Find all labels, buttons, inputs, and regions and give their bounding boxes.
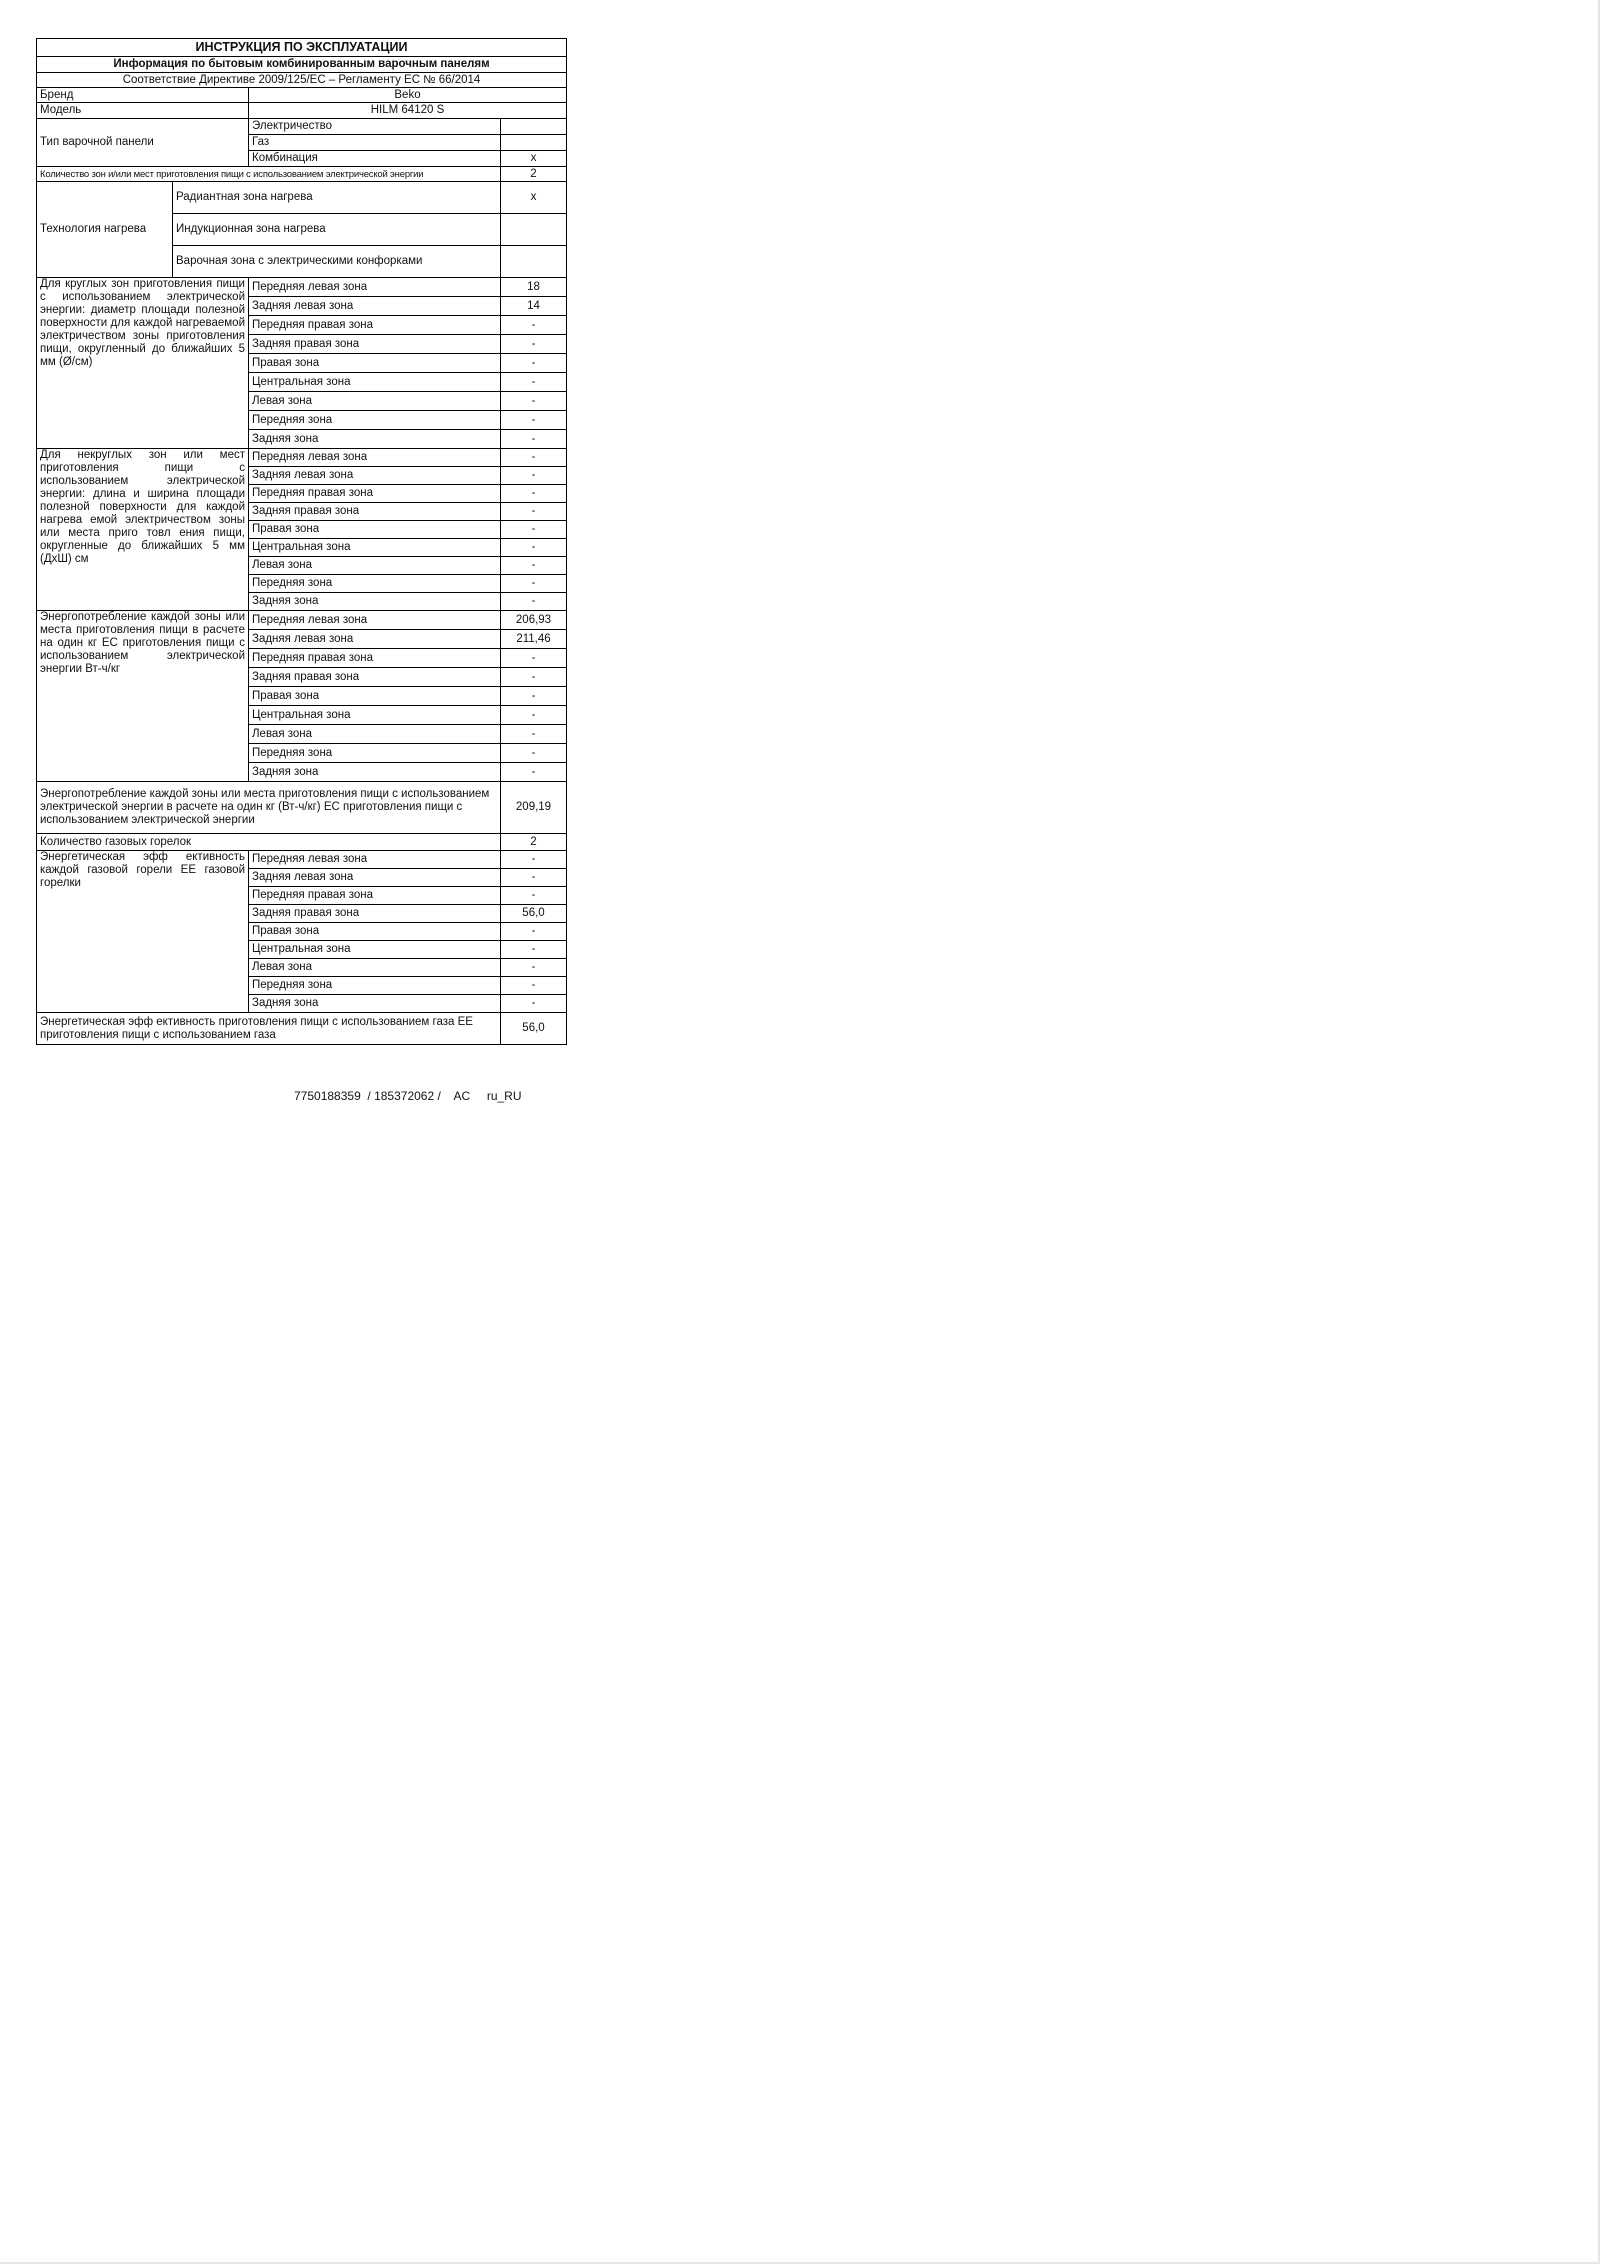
zone-value: - bbox=[501, 503, 567, 521]
zone-name: Задняя зона bbox=[249, 430, 501, 449]
directive-line: Соответствие Директиве 2009/125/EC – Регламенту ЕС № 66/2014 bbox=[37, 73, 567, 88]
zone-name: Передняя правая зона bbox=[249, 316, 501, 335]
zone-name: Передняя правая зона bbox=[249, 649, 501, 668]
zone-name: Задняя правая зона bbox=[249, 335, 501, 354]
document-subtitle: Информация по бытовым комбинированным варочным панелям bbox=[37, 57, 567, 73]
energy-zones-section bbox=[37, 611, 567, 782]
zone-name: Задняя левая зона bbox=[249, 869, 501, 887]
zone-value: - bbox=[501, 744, 567, 763]
zone-name: Центральная зона bbox=[249, 373, 501, 392]
zone-name: Передняя левая зона bbox=[249, 449, 501, 467]
zone-value: - bbox=[501, 593, 567, 611]
zone-name: Задняя левая зона bbox=[249, 297, 501, 316]
zone-value: - bbox=[501, 354, 567, 373]
zone-value: - bbox=[501, 851, 567, 869]
zone-name: Центральная зона bbox=[249, 539, 501, 557]
heating-tech-option: Варочная зона с электрическими конфорками bbox=[173, 246, 501, 278]
hob-type-option: Комбинация bbox=[249, 151, 501, 167]
zone-name: Задняя правая зона bbox=[249, 905, 501, 923]
heating-tech-option: Индукционная зона нагрева bbox=[173, 214, 501, 246]
model-value: HILM 64120 S bbox=[249, 103, 567, 119]
hob-type-mark: x bbox=[501, 151, 567, 167]
heating-tech-option: Радиантная зона нагрева bbox=[173, 182, 501, 214]
zone-name: Задняя левая зона bbox=[249, 467, 501, 485]
zone-value: - bbox=[501, 706, 567, 725]
zone-value: - bbox=[501, 521, 567, 539]
heating-tech-mark bbox=[501, 214, 567, 246]
energy-total-value: 209,19 bbox=[501, 782, 567, 834]
zone-value: - bbox=[501, 539, 567, 557]
zones-count-value: 2 bbox=[501, 167, 567, 182]
document-title: ИНСТРУКЦИЯ ПО ЭКСПЛУАТАЦИИ bbox=[37, 39, 567, 57]
gas-count-label: Количество газовых горелок bbox=[37, 834, 501, 851]
zone-name: Передняя левая зона bbox=[249, 278, 501, 297]
zone-value: - bbox=[501, 467, 567, 485]
hob-type-mark bbox=[501, 119, 567, 135]
zone-value: - bbox=[501, 687, 567, 706]
zone-name: Левая зона bbox=[249, 557, 501, 575]
heating-tech-mark bbox=[501, 246, 567, 278]
gas-count-value: 2 bbox=[501, 834, 567, 851]
zone-name: Правая зона bbox=[249, 354, 501, 373]
zone-value: - bbox=[501, 959, 567, 977]
zone-name: Передняя правая зона bbox=[249, 887, 501, 905]
energy-zones-label: Энергопотребление каждой зоны или места приготовления пищи в расчете на один кг EC приготовления пищи с использованием электрической энергии Вт-ч/кг bbox=[37, 611, 249, 782]
document-footer-code: 7750188359 / 185372062 / AC ru_RU bbox=[294, 1089, 522, 1103]
gas-efficiency-label: Энергетическая эфф ективность каждой газовой горели EE газовой горелки bbox=[37, 851, 249, 1013]
zone-name: Правая зона bbox=[249, 923, 501, 941]
zone-name: Левая зона bbox=[249, 392, 501, 411]
zone-name: Левая зона bbox=[249, 725, 501, 744]
zone-value: - bbox=[501, 887, 567, 905]
heating-tech-mark: x bbox=[501, 182, 567, 214]
zone-value: - bbox=[501, 430, 567, 449]
zone-value: - bbox=[501, 668, 567, 687]
zone-value: - bbox=[501, 725, 567, 744]
zone-value: - bbox=[501, 449, 567, 467]
zone-value: 211,46 bbox=[501, 630, 567, 649]
zone-name: Передняя правая зона bbox=[249, 485, 501, 503]
zone-value: - bbox=[501, 373, 567, 392]
zone-value: 206,93 bbox=[501, 611, 567, 630]
round-zones-section bbox=[37, 278, 567, 449]
zone-name: Передняя зона bbox=[249, 744, 501, 763]
zone-value: - bbox=[501, 763, 567, 782]
zone-name: Передняя левая зона bbox=[249, 611, 501, 630]
zone-value: - bbox=[501, 316, 567, 335]
zone-value: - bbox=[501, 995, 567, 1013]
model-label: Модель bbox=[37, 103, 249, 119]
zone-value: - bbox=[501, 411, 567, 430]
zone-name: Задняя правая зона bbox=[249, 668, 501, 687]
zones-count-label: Количество зон и/или мест приготовления пищи с использованием электрической энергии bbox=[37, 167, 501, 182]
zone-value: - bbox=[501, 392, 567, 411]
zone-value: - bbox=[501, 649, 567, 668]
zone-name: Правая зона bbox=[249, 521, 501, 539]
gas-total-label: Энергетическая эфф ективность приготовления пищи с использованием газа EE приготовления пищи с использованием газа bbox=[37, 1013, 501, 1045]
zone-name: Задняя зона bbox=[249, 995, 501, 1013]
hob-type-label: Тип варочной панели bbox=[37, 119, 249, 167]
zone-value: - bbox=[501, 869, 567, 887]
zone-value: - bbox=[501, 923, 567, 941]
brand-value: Beko bbox=[249, 88, 567, 103]
gas-total-value: 56,0 bbox=[501, 1013, 567, 1045]
zone-name: Передняя зона bbox=[249, 575, 501, 593]
zone-name: Левая зона bbox=[249, 959, 501, 977]
zone-value: - bbox=[501, 485, 567, 503]
zone-name: Центральная зона bbox=[249, 941, 501, 959]
zone-name: Задняя зона bbox=[249, 763, 501, 782]
nonround-zones-section bbox=[37, 449, 567, 611]
round-zones-label: Для круглых зон приготовления пищи с использованием электрической энергии: диаметр площади полезной поверхности для каждой нагреваемой электричеством зоны приготовления пищи, округленный до ближайших 5 мм (Ø/см) bbox=[37, 278, 249, 449]
zone-value: 18 bbox=[501, 278, 567, 297]
zone-name: Задняя правая зона bbox=[249, 503, 501, 521]
hob-type-mark bbox=[501, 135, 567, 151]
brand-label: Бренд bbox=[37, 88, 249, 103]
zone-value: - bbox=[501, 977, 567, 995]
gas-efficiency-section bbox=[37, 851, 567, 1013]
energy-total-label: Энергопотребление каждой зоны или места приготовления пищи с использованием электрической энергии в расчете на один кг (Вт-ч/кг) EC приготовления пищи с использованием электрической энергии bbox=[37, 782, 501, 834]
zone-name: Передняя зона bbox=[249, 977, 501, 995]
zone-name: Правая зона bbox=[249, 687, 501, 706]
zone-name: Центральная зона bbox=[249, 706, 501, 725]
hob-type-option: Газ bbox=[249, 135, 501, 151]
product-fiche-table bbox=[36, 38, 567, 1045]
hob-type-option: Электричество bbox=[249, 119, 501, 135]
zone-name: Передняя зона bbox=[249, 411, 501, 430]
zone-value: - bbox=[501, 335, 567, 354]
zone-value: 56,0 bbox=[501, 905, 567, 923]
nonround-zones-label: Для некруглых зон или мест приготовления пищи с использованием электрической энергии: длина и ширина площади полезной поверхности для каждой нагрева емой электричеством зоны или места приго товл ения пищи, округленные до ближайших 5 мм (ДxШ) см bbox=[37, 449, 249, 611]
zone-name: Передняя левая зона bbox=[249, 851, 501, 869]
zone-name: Задняя левая зона bbox=[249, 630, 501, 649]
zone-name: Задняя зона bbox=[249, 593, 501, 611]
zone-value: - bbox=[501, 575, 567, 593]
zone-value: - bbox=[501, 557, 567, 575]
zone-value: 14 bbox=[501, 297, 567, 316]
heating-tech-label: Технология нагрева bbox=[37, 182, 173, 278]
zone-value: - bbox=[501, 941, 567, 959]
